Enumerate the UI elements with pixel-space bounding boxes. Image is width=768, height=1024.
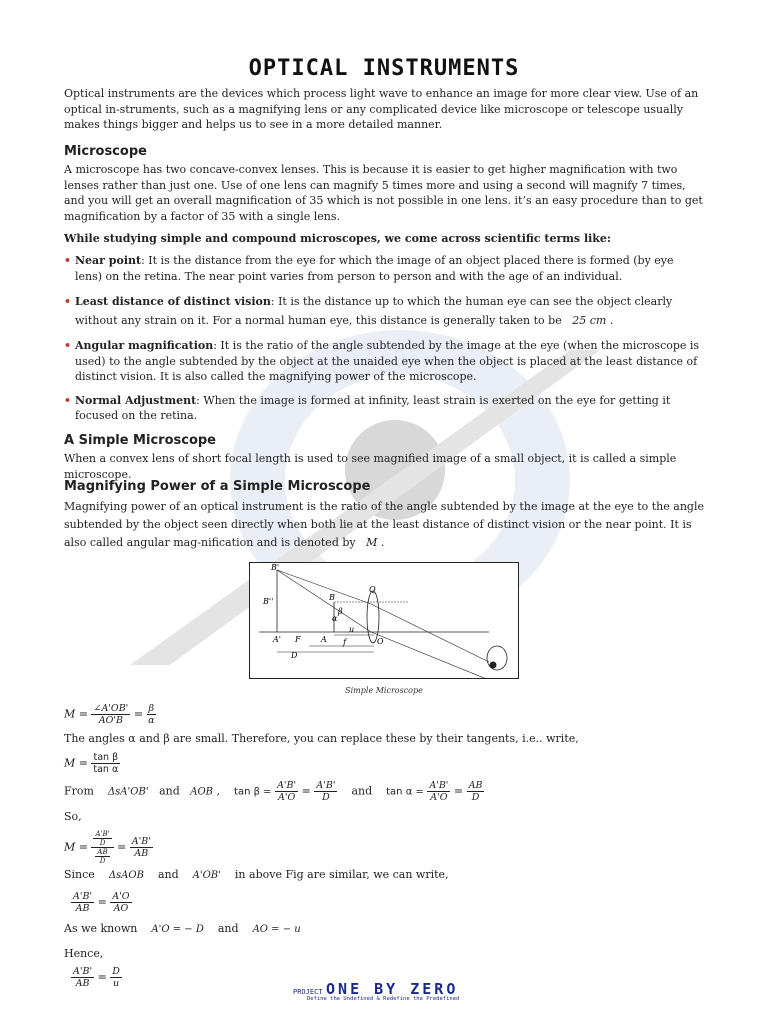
triangle-2: AOB — [190, 786, 214, 798]
equation-m-angle — [64, 703, 156, 726]
eq-num: tan β — [93, 752, 119, 763]
since-line — [64, 868, 449, 881]
eq-num: A'B' — [429, 780, 449, 791]
fig-label: α — [332, 614, 338, 623]
term-label: Angular magnification — [75, 339, 214, 352]
footer-logo — [293, 980, 483, 1004]
since-tail: in above Fig are similar, we can write, — [234, 868, 449, 881]
eq-den: D — [99, 839, 106, 847]
eq-den: D — [322, 792, 330, 803]
eq-den: AB — [75, 903, 90, 914]
term-label: Least distance of distinct vision — [75, 295, 271, 308]
term-description: : When the image is formed at infinity, least strain is exerted on the eye for getting it focused on the retina. — [75, 393, 671, 422]
simple-microscope-paragraph: When a convex lens of short focal length is used to see magnified image of a small object, it is called a simple microscope. — [64, 452, 677, 481]
fig-label: B'' — [263, 597, 274, 606]
term-description: : It is the ratio of the angle subtended by the image at the eye (when the microscope is used) to the angle subtended by the object at the unaided eye when the object is placed at the least distance of distinct vision. It is also called the magnifying power of the microscope. — [75, 339, 700, 383]
eq-num: AB — [468, 780, 483, 791]
since-label: Since — [64, 868, 95, 881]
known-line — [64, 922, 301, 935]
triangle-2: A'OB' — [192, 870, 221, 881]
terms-intro: While studying simple and compound microscopes, we come across scientific terms like: — [64, 232, 611, 245]
eq-den: D — [471, 792, 480, 803]
magnifying-symbol: M — [366, 536, 378, 549]
and-word: and — [159, 784, 180, 798]
from-label: From — [64, 784, 94, 798]
fig-label: O — [377, 637, 384, 646]
figure-caption: Simple Microscope — [345, 686, 423, 695]
eq-num: A'B' — [73, 966, 93, 977]
triangle-1: ΔsAOB — [108, 870, 144, 881]
eq-den: A'O — [277, 792, 296, 803]
eq-num: A'B' — [95, 830, 110, 838]
fig-label: F — [295, 635, 301, 644]
eq-sign: = — [117, 840, 127, 854]
and-word: and — [351, 784, 373, 798]
eq-den: AB — [75, 978, 90, 989]
eq-sign: = — [97, 970, 107, 984]
page-title: OPTICAL INSTRUMENTS — [248, 56, 520, 81]
term-item — [64, 338, 704, 385]
simple-microscope-diagram — [249, 562, 519, 679]
eq-sign: = — [133, 707, 144, 721]
fig-label: B — [329, 593, 335, 602]
simple-microscope-heading: A Simple Microscope — [64, 433, 216, 448]
microscope-heading: Microscope — [64, 144, 147, 159]
triangle-1: ΔsA'OB' — [107, 786, 149, 798]
equation-from-line — [64, 780, 484, 803]
eq-num: A'B' — [131, 836, 151, 847]
term-description: : It is the distance from the eye for which the image of an object placed there is formed (by eye lens) on the retina. The near point varies from person to person and with the age of an individual. — [75, 254, 674, 283]
fig-label: β — [338, 607, 343, 616]
eq-lhs: M = — [64, 840, 88, 854]
eq-num: A'B' — [73, 891, 93, 902]
eq-num: D — [112, 966, 120, 977]
known-label: As we known — [64, 922, 138, 935]
eq-den: u — [113, 978, 120, 989]
term-item — [64, 253, 704, 284]
and-word: and — [217, 922, 239, 935]
term-tail: . — [606, 314, 614, 327]
eq-num: β — [148, 703, 155, 714]
eq-num: A'B' — [277, 780, 297, 791]
eq-lhs: M = — [64, 756, 88, 770]
eq-den: α — [148, 715, 155, 726]
fig-label: f — [343, 638, 346, 647]
eq-lhs: M = — [64, 707, 88, 721]
angles-small-text: The angles α and β are small. Therefore, you can replace these by their tangents, i.e.. write, — [64, 732, 579, 745]
equation-m-tan — [64, 752, 120, 775]
eq-sign: = — [453, 784, 464, 798]
fig-label: A — [321, 635, 327, 644]
tan-alpha: tan α = — [386, 786, 424, 798]
magnifying-tail: . — [377, 536, 385, 549]
magnifying-power-paragraph — [64, 498, 704, 552]
eq-den: AO — [113, 903, 129, 914]
eq-num: ∠A'OB' — [93, 703, 129, 714]
microscope-paragraph: A microscope has two concave-convex lenses. This is because it is easier to get higher magnification with two lenses rather than just one. Use of one lens can magnify 5 times more and using a second will magnify 7 times, and you will get an overall magnification of 35 which is not possible in one lens. it’s an easy procedure than to get magnification by a factor of 35 with a single lens. — [64, 163, 703, 223]
eq-num: A'O — [112, 891, 130, 902]
terms-list — [64, 253, 704, 432]
fig-label: u — [349, 625, 355, 634]
tan-beta: tan β = — [234, 786, 272, 798]
term-item — [64, 292, 704, 330]
known-eq-2: AO = − u — [252, 924, 301, 935]
equation-similar-triangles — [64, 891, 132, 914]
term-value: 25 cm — [572, 314, 607, 327]
fig-label: B' — [271, 563, 280, 572]
fig-label: D — [291, 651, 298, 660]
term-description: : It is the distance up to which the human eye can see the object clearly without any strain on it. For a normal human eye, this distance is generally taken to be — [75, 295, 673, 327]
term-item — [64, 393, 704, 424]
so-text: So, — [64, 810, 82, 823]
eq-sign: = — [97, 895, 107, 909]
footer-brand: ONE BY ZERO — [326, 980, 459, 998]
and-word: and — [157, 868, 179, 881]
term-label: Near point — [75, 254, 142, 267]
equation-ratio-d-u — [64, 966, 122, 989]
comma: , — [216, 784, 221, 798]
eq-den: AO'B — [98, 715, 124, 726]
equation-m-ratio — [64, 830, 153, 865]
magnifying-text: Magnifying power of an optical instrument is the ratio of the angle subtended by the image at the eye to the angle subtended by the object seen directly when both lie at the least distance of distinct vision or the near point. It is also called angular mag-nification and is denoted by — [64, 500, 704, 549]
footer-project: PROJECT — [293, 988, 323, 996]
eq-den: A'O — [430, 792, 448, 803]
fig-label: A' — [273, 635, 281, 644]
eq-num: AB — [97, 848, 108, 856]
eq-den: AB — [134, 848, 149, 859]
footer-tagline: Define the Undefined & Redefine the Predefined — [307, 996, 460, 1002]
term-label: Normal Adjustment — [75, 393, 197, 407]
known-eq-1: A'O = − D — [151, 924, 204, 935]
hence-text: Hence, — [64, 947, 104, 960]
eq-den: D — [99, 857, 106, 865]
intro-paragraph: Optical instruments are the devices which process light wave to enhance an image for more clear view. Use of an optical in-struments, such as a magnifying lens or any complicated device like microscope or telescope usually makes things bigger and helps us to see in a more detailed manner. — [64, 87, 699, 131]
eq-den: tan α — [93, 764, 119, 775]
magnifying-power-heading: Magnifying Power of a Simple Microscope — [64, 479, 371, 494]
fig-label: Q — [369, 585, 376, 594]
eq-sign: = — [301, 784, 311, 798]
eq-num: A'B' — [316, 780, 336, 791]
